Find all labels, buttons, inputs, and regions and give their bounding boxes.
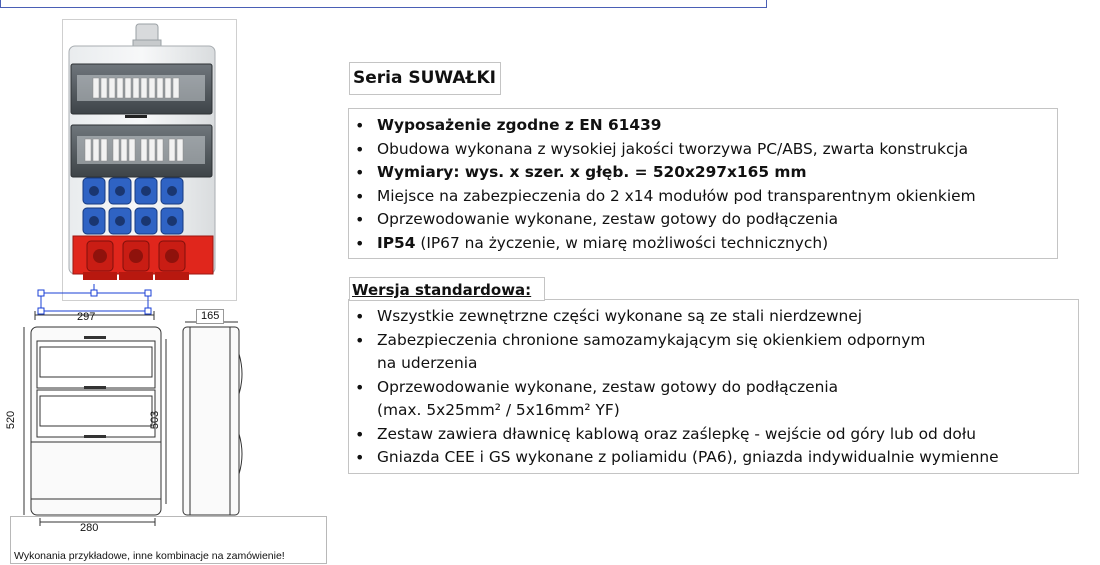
list-item: • Oprzewodowanie wykonane, zestaw gotowy do podłączenia <box>350 208 976 232</box>
dim-width: 297 <box>77 311 96 323</box>
switchboard-illustration <box>63 20 236 300</box>
footer-note: Wykonania przykładowe, inne kombinacje na zamówienie! <box>14 550 285 562</box>
product-photo <box>62 19 237 301</box>
technical-drawing <box>0 284 330 534</box>
selection-handles <box>38 284 151 314</box>
list-item: • Obudowa wykonana z wysokiej jakości tworzywa PC/ABS, zwarta konstrukcja <box>350 138 976 162</box>
list-item: • Zestaw zawiera dławnicę kablową oraz zaślepkę - wejście od góry lub od dołu <box>350 423 999 447</box>
list-item: • Wymiary: wys. x szer. x głęb. = 520x297x165 mm <box>350 161 976 185</box>
top-frame <box>0 0 767 8</box>
list-item: • Oprzewodowanie wykonane, zestaw gotowy do podłączenia (max. 5x25mm² / 5x16mm² YF) <box>350 376 999 423</box>
series-title: Seria SUWAŁKI <box>349 62 501 95</box>
standard-title: Wersja standardowa: <box>349 277 545 301</box>
list-item: • Miejsce na zabezpieczenia do 2 x14 modułów pod transparentnym okienkiem <box>350 185 976 209</box>
features-list <box>350 114 976 255</box>
list-item: • Zabezpieczenia chronione samozamykającym się okienkiem odpornym na uderzenia <box>350 329 999 376</box>
dim-height: 520 <box>5 410 18 430</box>
dim-bottom: 280 <box>80 522 99 534</box>
list-item: • IP54 (IP67 na życzenie, w miarę możliwości technicznych) <box>350 232 976 256</box>
dim-depth: 165 <box>196 309 224 324</box>
list-item: • Wszystkie zewnętrzne części wykonane są ze stali nierdzewnej <box>350 305 999 329</box>
list-item: • Gniazda CEE i GS wykonane z poliamidu (PA6), gniazda indywidualnie wymienne <box>350 446 999 470</box>
standard-list <box>350 305 999 470</box>
list-item: • Wyposażenie zgodne z EN 61439 <box>350 114 976 138</box>
dim-inner-height: 503 <box>149 410 162 430</box>
